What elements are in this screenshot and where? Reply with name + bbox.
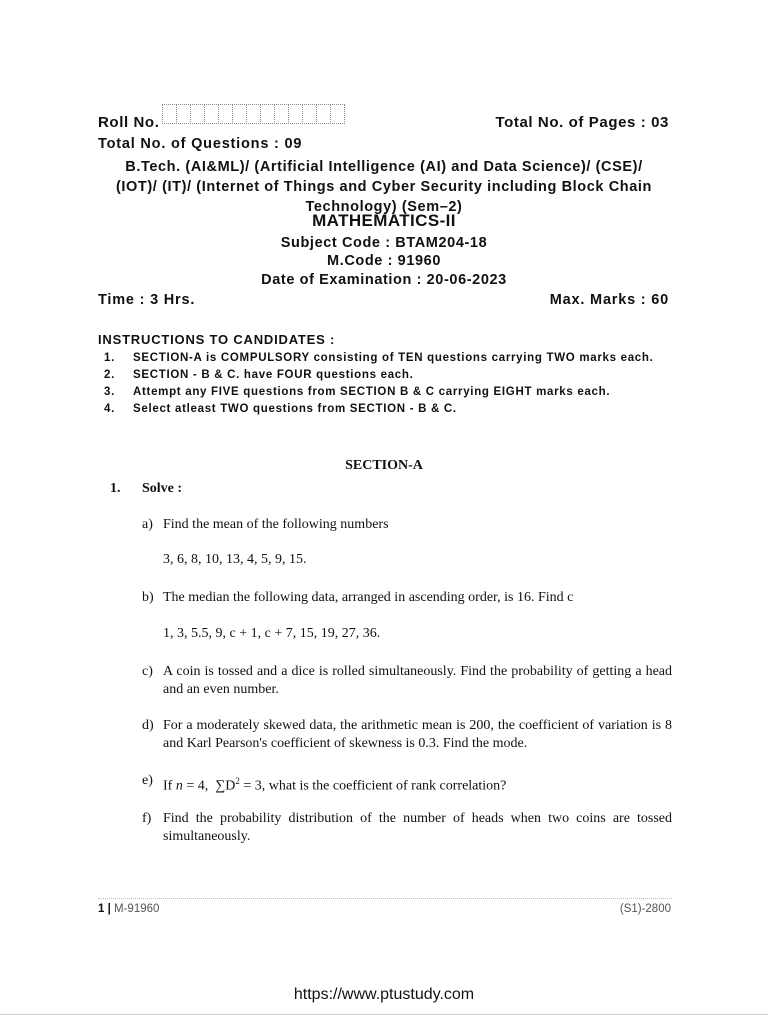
roll-no-box [302,104,317,124]
variable-n: n [175,778,183,794]
course-title [80,157,688,217]
max-marks: Max. Marks : 60 [549,292,669,308]
part-letter: f) [142,811,152,826]
footer-page-number: 1 [98,903,105,915]
footer-m-code: M-91960 [114,903,160,915]
part-text: A coin is tossed and a dice is rolled simultaneously. Find the probability of getting a head and an even number. [163,664,672,697]
footer-left [98,903,159,915]
part-text: The median the following data, arranged in ascending order, is 16. Find c [163,590,574,605]
instruction-text: SECTION-A is COMPULSORY consisting of TEN questions carrying TWO marks each. [133,352,654,364]
part-text: For a moderately skewed data, the arithmetic mean is 200, the coefficient of variation is 8 and Karl Pearson's coefficient of skewness is 0.3. Find the mode. [163,718,672,751]
roll-no-box [330,104,345,124]
footer-series: (S1)-2800 [619,903,671,915]
footer-separator: | [104,903,115,915]
footer-divider [98,898,672,899]
instruction-item [104,368,676,382]
instruction-number: 4. [104,403,115,415]
part-e [142,772,672,796]
roll-no-boxes [162,104,344,124]
total-pages: Total No. of Pages : 03 [495,114,669,131]
roll-no-label: Roll No. [98,114,160,131]
instruction-item [104,402,676,416]
part-a-data: 3, 6, 8, 10, 13, 4, 5, 9, 15. [163,552,307,567]
m-code: M.Code : 91960 [327,253,441,269]
part-letter: e) [142,773,153,788]
roll-no-box [260,104,275,124]
instruction-number: 1. [104,352,115,364]
part-f [142,810,672,846]
website-link[interactable]: https://www.ptustudy.com [293,986,475,1003]
subject-title: MATHEMATICS-II [312,211,456,230]
bottom-divider [0,1014,768,1015]
instruction-text: Select atleast TWO questions from SECTION - B & C. [133,403,457,415]
roll-no-box [274,104,289,124]
exam-date: Date of Examination : 20-06-2023 [261,272,507,288]
part-c [142,663,672,699]
part-letter: a) [142,517,153,532]
part-e-post: = 3, what is the coefficient of rank correlation? [239,778,507,794]
total-questions: Total No. of Questions : 09 [98,136,303,152]
part-b-data: 1, 3, 5.5, 9, c + 1, c + 7, 15, 19, 27, 36. [163,626,381,641]
part-letter: c) [142,664,153,679]
variable-d: D [225,778,236,794]
part-e-pre: If [163,778,173,794]
instruction-number: 2. [104,369,115,381]
part-e-eq: = 4, [182,778,216,794]
question-number: 1. [110,481,121,496]
part-a [142,516,672,534]
roll-no-box [288,104,303,124]
part-text: Find the mean of the following numbers [163,517,389,532]
course-line: Technology) (Sem–2) [305,199,463,215]
instructions-title: INSTRUCTIONS TO CANDIDATES : [98,332,336,347]
roll-no-box [162,104,177,124]
superscript-two: 2 [235,776,240,786]
part-text [163,772,672,796]
sigma-symbol: ∑ [215,778,226,794]
instruction-item [104,351,676,365]
roll-no-box [190,104,205,124]
part-d [142,717,672,753]
subject-code: Subject Code : BTAM204-18 [280,235,488,251]
section-a-title: SECTION-A [345,458,423,473]
question-label: Solve : [142,481,183,496]
course-line: B.Tech. (AI&ML)/ (Artificial Intelligence (AI) and Data Science)/ (CSE)/ [125,159,643,175]
exam-time: Time : 3 Hrs. [98,292,196,308]
roll-no-box [218,104,233,124]
roll-no-box [204,104,219,124]
roll-no-box [246,104,261,124]
part-letter: d) [142,718,154,733]
roll-no-box [316,104,331,124]
instructions-list [104,351,676,419]
course-line: (IOT)/ (IT)/ (Internet of Things and Cyber Security including Block Chain [115,179,652,195]
part-text: Find the probability distribution of the number of heads when two coins are tossed simultaneously. [163,811,672,844]
instruction-number: 3. [104,386,115,398]
roll-no-box [176,104,191,124]
instruction-text: SECTION - B & C. have FOUR questions each. [133,369,414,381]
roll-no-box [232,104,247,124]
instruction-item [104,385,676,399]
instruction-text: Attempt any FIVE questions from SECTION B & C carrying EIGHT marks each. [133,386,611,398]
part-b [142,589,672,607]
part-letter: b) [142,590,154,605]
